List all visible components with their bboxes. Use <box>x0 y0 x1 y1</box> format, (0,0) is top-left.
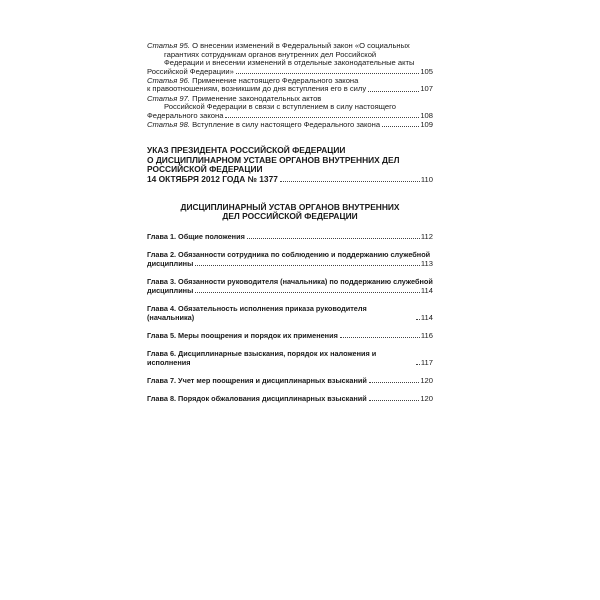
toc-entry-article-95[interactable] <box>147 42 433 76</box>
dot-leader <box>416 319 420 320</box>
page-number: 110 <box>420 174 433 184</box>
article-title: Применение настоящего Федерального закона <box>190 75 359 85</box>
toc-entry-chapter-8[interactable] <box>147 394 433 403</box>
toc-entry-chapter-1[interactable] <box>147 232 433 241</box>
article-title-line: к правоотношениям, возникшим до дня вступления его в силу <box>147 84 367 94</box>
dot-leader <box>195 265 420 266</box>
dot-leader <box>236 73 420 74</box>
page-number: 113 <box>420 258 433 268</box>
chapter-title: Глава 6. Дисциплинарные взыскания, порядок их наложения и исполнения <box>147 348 377 367</box>
toc-entry-continuation <box>147 51 433 68</box>
article-title-line: Федерации и внесении изменений в отдельные законодательные акты <box>164 58 415 68</box>
article-label: Статья 98. <box>147 119 190 129</box>
page-number: 117 <box>420 357 433 367</box>
toc-entry-chapter-5[interactable] <box>147 331 433 340</box>
ukaz-title-line: РОССИЙСКОЙ ФЕДЕРАЦИИ <box>147 164 263 175</box>
chapter-title: Глава 2. Обязанности сотрудника по соблюдению и поддержанию служебной <box>147 249 431 259</box>
article-title: Вступление в силу настоящего Федерального закона <box>190 119 381 129</box>
chapter-list <box>147 232 433 403</box>
page-number: 105 <box>420 66 433 76</box>
toc-entry-ukaz[interactable] <box>147 146 433 184</box>
dot-leader <box>195 292 420 293</box>
article-title: О внесении изменений в Федеральный закон «О социальных <box>190 41 410 50</box>
chapter-title: Глава 5. Меры поощрения и порядок их применения <box>147 330 338 340</box>
toc-entry-chapter-4[interactable] <box>147 304 433 322</box>
toc-entry-chapter-3[interactable] <box>147 277 433 295</box>
table-of-contents <box>147 42 433 412</box>
section-heading: ДИСЦИПЛИНАРНЫЙ УСТАВ ОРГАНОВ ВНУТРЕННИХ ДЕЛ РОССИЙСКОЙ ФЕДЕРАЦИИ <box>180 202 400 222</box>
article-label: Статья 95. <box>147 41 190 50</box>
toc-entry-article-97[interactable] <box>147 95 433 121</box>
toc-entry-last-line <box>147 121 433 130</box>
article-label: Статья 97. <box>147 93 190 103</box>
dot-leader <box>368 91 419 92</box>
dot-leader <box>416 364 420 365</box>
article-title-line: Российской Федерации» <box>147 66 234 76</box>
page-number: 108 <box>420 110 433 120</box>
chapter-title-line: дисциплины <box>147 285 194 295</box>
article-title-line: гарантиях сотрудникам органов внутренних дел Российской <box>164 49 377 59</box>
article-title-line: Федерального закона <box>147 110 224 120</box>
chapter-title: Глава 8. Порядок обжалования дисциплинарных взысканий <box>147 393 367 403</box>
toc-entry-chapter-6[interactable] <box>147 349 433 367</box>
chapter-title: Глава 3. Обязанности руководителя (начальника) по поддержанию служебной <box>147 276 433 286</box>
toc-entry-text <box>147 121 380 130</box>
toc-entry-chapter-7[interactable] <box>147 376 433 385</box>
dot-leader <box>225 117 419 118</box>
page-number: 114 <box>420 285 433 295</box>
ukaz-title-line: 14 ОКТЯБРЯ 2012 ГОДА № 1377 <box>147 173 278 184</box>
toc-entry-chapter-2[interactable] <box>147 250 433 268</box>
toc-entry-last-line <box>147 259 433 268</box>
ukaz-title-line: О ДИСЦИПЛИНАРНОМ УСТАВЕ ОРГАНОВ ВНУТРЕННИХ ДЕЛ <box>147 154 400 165</box>
dot-leader <box>369 382 419 383</box>
toc-entry-article-96[interactable] <box>147 77 433 94</box>
page-number: 107 <box>420 84 433 94</box>
page-number: 120 <box>420 393 433 403</box>
dot-leader <box>369 400 420 401</box>
dot-leader <box>247 238 420 239</box>
article-title: Применение законодательных актов <box>190 93 322 103</box>
page-number: 114 <box>420 312 433 322</box>
page-number: 112 <box>420 231 433 241</box>
chapter-title: Глава 4. Обязательность исполнения приказа руководителя (начальника) <box>147 303 367 322</box>
toc-entry-article-98[interactable] <box>147 121 433 130</box>
article-title-line: Российской Федерации в связи с вступлением в силу настоящего <box>164 102 396 112</box>
dot-leader <box>280 181 420 182</box>
dot-leader <box>340 337 420 338</box>
chapter-title-line: дисциплины <box>147 258 194 268</box>
page-number: 120 <box>420 375 433 385</box>
toc-entry-last-line <box>147 175 433 184</box>
page-number: 116 <box>420 330 433 340</box>
chapter-title: Глава 1. Общие положения <box>147 231 245 241</box>
chapter-title: Глава 7. Учет мер поощрения и дисциплинарных взысканий <box>147 375 367 385</box>
toc-entry-last-line <box>147 286 433 295</box>
dot-leader <box>382 126 419 127</box>
article-label: Статья 96. <box>147 75 190 85</box>
page-number: 109 <box>420 119 433 129</box>
ukaz-title-line: УКАЗ ПРЕЗИДЕНТА РОССИЙСКОЙ ФЕДЕРАЦИИ <box>147 145 346 156</box>
